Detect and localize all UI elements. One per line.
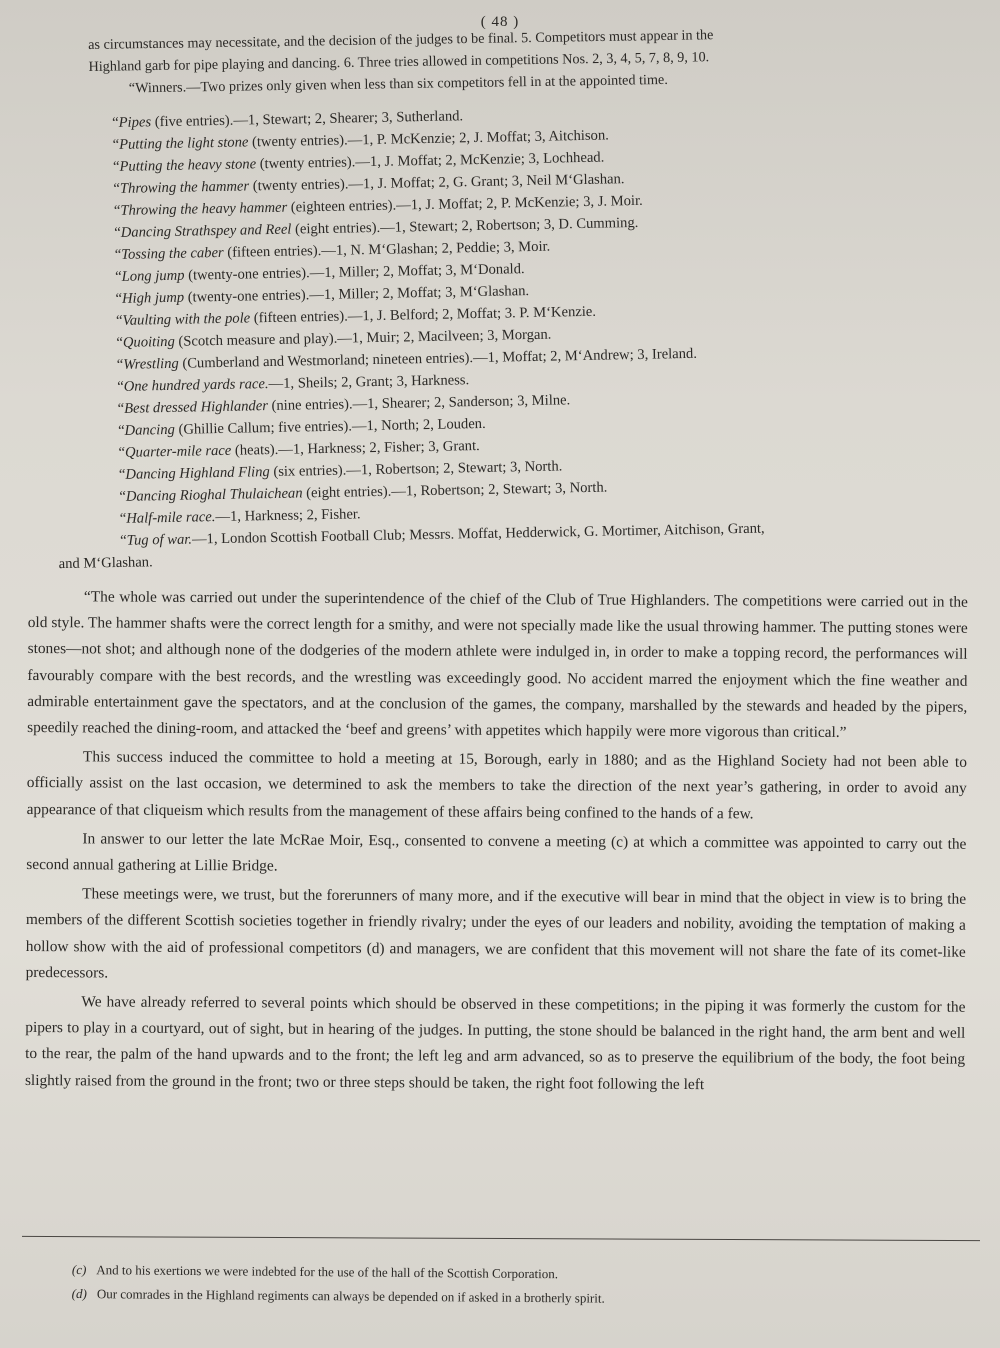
page-number: ( 48 ) (480, 14, 520, 30)
result-item: “Dancing Strathspey and Reel (eight entries).—1, Stewart; 2, Robertson; 3, D. Cumming. (114, 214, 639, 241)
result-item: “High jump (twenty-one entries).—1, Miller; 2, Moffat; 3, M‘Glashan. (115, 283, 530, 307)
result-item: “Putting the heavy stone (twenty entries).—1, J. Moffat; 2, McKenzie; 3, Lochhead. (112, 149, 605, 175)
intro-line: as circumstances may necessitate, and the decision of the judges to be final. 5. Competitors must appear in the (88, 27, 714, 53)
result-item: “Pipes (five entries).—1, Stewart; 2, Shearer; 3, Sutherland. (112, 108, 464, 131)
competition-results (58, 96, 961, 574)
result-item: “One hundred yards race.—1, Sheils; 2, Grant; 3, Harkness. (117, 372, 470, 395)
result-item: “Dancing Highland Fling (six entries).—1, Robertson; 2, Stewart; 3, North. (118, 458, 563, 483)
result-item: “Dancing Rioghal Thulaichean (eight entries).—1, Robertson; 2, Stewart; 3, North. (119, 479, 608, 505)
body-text (25, 584, 968, 1103)
footnotes (72, 1258, 972, 1314)
result-item: “Dancing (Ghillie Callum; five entries).—1, North; 2, Louden. (117, 415, 486, 439)
result-item: “Long jump (twenty-one entries).—1, Miller; 2, Moffat; 3, M‘Donald. (115, 261, 525, 285)
result-item: “Tossing the caber (fifteen entries).—1, N. M‘Glashan; 2, Peddie; 3, Moir. (114, 238, 551, 263)
paragraph: We have already referred to several points which should be observed in these competitions; in the piping it was formerly the custom for the pipers to play in a courtyard, out of sight, but in hearing of the judges. In putting, the stone should be balanced in the right hand, the arm bent and well to the rear, the palm of the hand upwards and to the front; the left leg and arm advanced, so as to preserve the equilibrium of the body, the foot being slightly raised from the ground in the front; two or three steps should be taken, the right foot following the left (24, 993, 966, 1093)
paragraph: This success induced the committee to hold a meeting at 15, Borough, early in 1880; and as the Highland Society had not been able to officially assist on the last occasion, we determined to ask the members to take the direction of the next year’s gathering, in order to avoid any appearance of that cliqueism which results from the management of these affairs being confined to the hands of a few. (26, 748, 967, 823)
footnote-text: And to his exertions we were indebted for the use of the hall of the Scottish Corporation. (96, 1262, 559, 1282)
result-item: “Throwing the heavy hammer (eighteen entries).—1, J. Moffat; 2, P. McKenzie; 3, J. Moir. (113, 192, 643, 219)
footnote-text: Our comrades in the Highland regiments can always be depended on if asked in a brotherly spirit. (96, 1286, 605, 1306)
paragraph: “The whole was carried out under the superintendence of the chief of the Club of True Highlanders. The competitions were carried out in the old style. The hammer shafts were the correct length for a smithy, and were not specially made like the usual throwing hammer. The putting stones were stones—not shot; and although none of the dodgeries of the modern athlete were indulged in, in order to make a topping record, the performances will favourably compare with the best records, and the wrestling was exceedingly good. No accident marred the enjoyment which the fine weather and admirable entertainment gave the spectators, and at the conclusion of the games, the company, marshalled by the stewards and headed by the pipers, speedily reached the dining-room, and attacked the ‘beef and greens’ with appetites which happily were more vigorous than critical.” (27, 588, 968, 742)
paragraph: In answer to our letter the late McRae Moir, Esq., consented to convene a meeting (c) at which a committee was appointed to carry out the second annual gathering at Lillie Bridge. (26, 830, 967, 875)
result-item: “Best dressed Highlander (nine entries).—1, Shearer; 2, Sanderson; 3, Milne. (117, 392, 571, 417)
result-item: “Quarter-mile race (heats).—1, Harkness; 2, Fisher; 3, Grant. (118, 438, 480, 461)
intro-line: “Winners.—Two prizes only given when less than six competitors fell in at the appointed time. (128, 71, 668, 97)
result-item: “Wrestling (Cumberland and Westmorland; nineteen entries).—1, Moffat; 2, M‘Andrew; 3, Ireland. (116, 345, 698, 373)
intro-line: Highland garb for pipe playing and dancing. 6. Three tries allowed in competitions Nos. 2, 3, 4, 5, 7, 8, 9, 10. (88, 49, 710, 75)
rules-intro (88, 21, 917, 100)
result-item: “Vaulting with the pole (fifteen entries).—1, J. Belford; 2, Moffat; 3. P. M‘Kenzie. (115, 303, 597, 329)
footnote-divider (22, 1236, 980, 1241)
result-continuation: and M‘Glashan. (58, 554, 153, 573)
footnote-mark: (d) (71, 1285, 87, 1302)
paragraph: These meetings were, we trust, but the forerunners of many more, and if the executive will bear in mind that the object in view is to bring the members of the different Scottish societies together in friendly rivalry; under the eyes of our leaders and nobility, avoiding the temptation of making a hollow show with the aid of professional competitors (d) and managers, we are confident that this movement will not share the fate of its comet-like predecessors. (25, 885, 967, 982)
result-item: “Half-mile race.—1, Harkness; 2, Fisher. (119, 506, 361, 527)
result-item: “Putting the light stone (twenty entries).—1, P. McKenzie; 2, J. Moffat; 3, Aitchison. (112, 127, 609, 153)
footnote-mark: (c) (71, 1261, 87, 1278)
result-item: “Quoiting (Scotch measure and play).—1, Muir; 2, Macilveen; 3, Morgan. (116, 326, 552, 351)
result-item: “Throwing the hammer (twenty entries).—1, J. Moffat; 2, G. Grant; 3, Neil M‘Glashan. (113, 171, 625, 197)
result-item-tug-of-war: “Tug of war.—1, London Scottish Football Club; Messrs. Moffat, Hedderwick, G. Mortimer, Aitchison, Grant, and M‘Glashan. (120, 514, 961, 574)
